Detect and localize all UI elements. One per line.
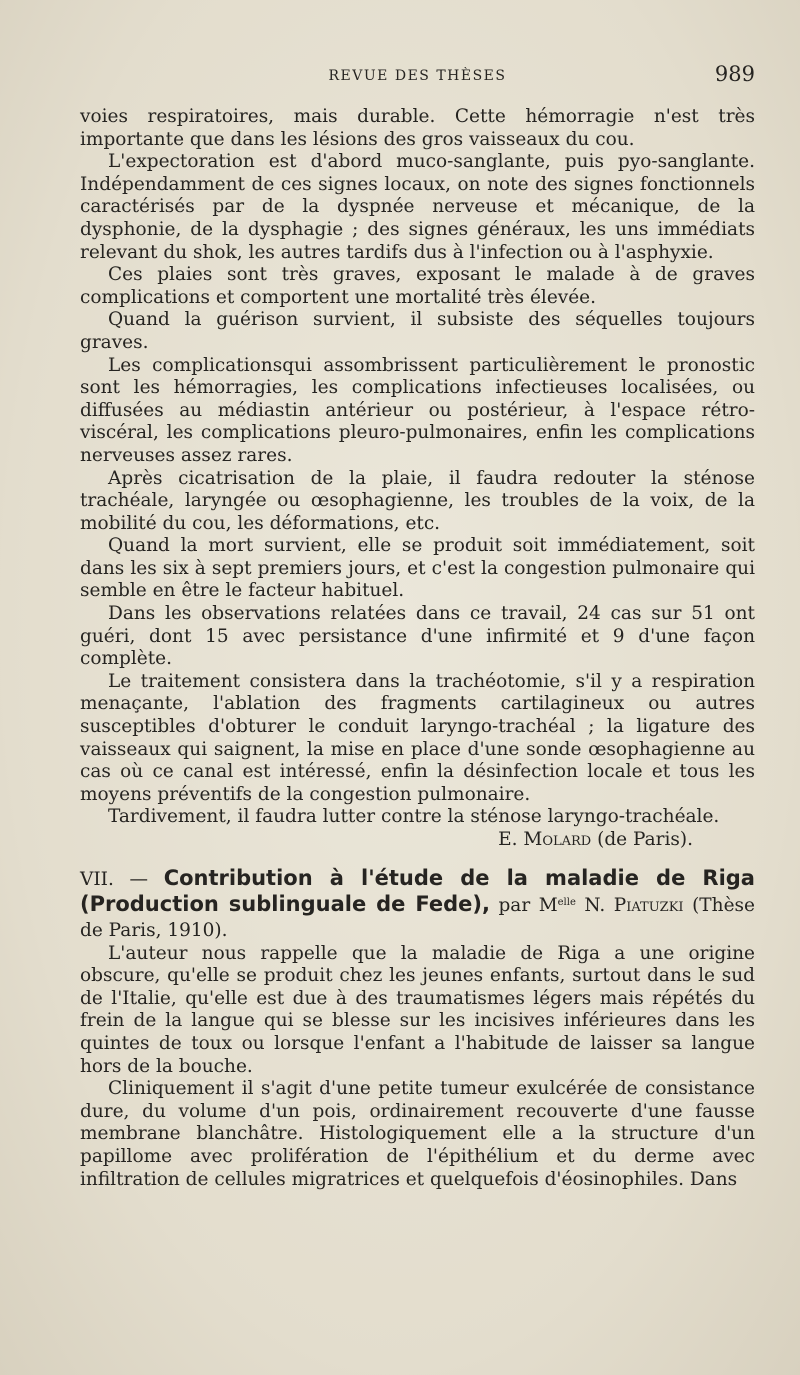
author-title-superscript: elle <box>557 896 576 908</box>
section-heading <box>80 866 755 943</box>
paragraph: Cliniquement il s'agit d'une petite tumeur exulcérée de consistance dure, du volume d'un pois, ordinairement recouverte d'une fausse membrane blanchâtre. Histologiquement elle a la structure d'un papillome avec prolifération de l'épithélium et du derme avec infiltration de cellules migratrices et quelquefois d'éosinophiles. Dans <box>80 1078 755 1190</box>
section-title: Contribution à l'étude de la maladie de Riga (Production sublinguale de Fede), <box>80 865 755 916</box>
author-initial: N. <box>584 894 606 916</box>
signature-initial: E. <box>498 829 518 850</box>
paragraph: Quand la guérison survient, il subsiste des séquelles toujours graves. <box>80 309 755 353</box>
paragraph: L'auteur nous rappelle que la maladie de Riga a une origine obscure, qu'elle se produit chez les jeunes enfants, surtout dans le sud de l'Italie, qu'elle est due à des traumatismes légers mais répétés du frein de la langue qui se blesse sur les incisives inférieures dans les quintes de toux ou lorsque l'enfant a l'habitude de laisser sa langue hors de la bouche. <box>80 942 755 1077</box>
author-signature <box>80 829 755 852</box>
author-name: Piatuzki <box>613 894 684 916</box>
paragraph: Après cicatrisation de la plaie, il faudra redouter la sténose trachéale, laryngée ou œsophagienne, les troubles de la voix, de la mobilité du cou, les déformations, etc. <box>80 467 755 534</box>
paragraph: Les complicationsqui assombrissent particulièrement le pronostic sont les hémorragies, les complications infectieuses localisées, ou diffusées au médiastin antérieur ou postérieur, à l'espace rétro-viscéral, les complications pleuro-pulmonaires, enfin les complications nerveuses assez rares. <box>80 354 755 466</box>
page-header <box>80 62 755 92</box>
review-section <box>80 866 755 1192</box>
paragraph: Le traitement consistera dans la trachéotomie, s'il y a respiration menaçante, l'ablation des fragments cartilagineux ou autres susceptibles d'obturer le conduit laryngo-trachéal ; la ligature des vaisseaux qui saignent, la mise en place d'une sonde œsophagienne au cas où ce canal est intéressé, enfin la désinfection locale et tous les moyens préventifs de la congestion pulmonaire. <box>80 670 755 805</box>
page-number: 989 <box>714 62 755 86</box>
paragraph: voies respiratoires, mais durable. Cette hémorragie n'est très importante que dans les lésions des gros vaisseaux du cou. <box>80 106 755 150</box>
section-by: par <box>498 894 531 916</box>
running-title: REVUE DES THÈSES <box>328 68 507 84</box>
paragraph: L'expectoration est d'abord muco-sanglante, puis pyo-sanglante. Indépendamment de ces signes locaux, on note des signes fonctionnels caractérisés par de la dyspnée nerveuse et mécanique, de la dysphonie, de la dysphagie ; des signes généraux, les uns immédiats relevant du shok, les autres tardifs dus à l'infection ou à l'asphyxie. <box>80 151 755 263</box>
section-number: VII. — <box>80 868 149 890</box>
thesis-reference: (Thèse de Paris, 1910). <box>80 894 755 941</box>
signature-place: (de Paris). <box>597 829 693 850</box>
paragraph: Tardivement, il faudra lutter contre la sténose laryngo-trachéale. <box>108 806 720 828</box>
author-title: M <box>538 894 558 916</box>
signature-name: Molard <box>523 829 592 850</box>
article-body <box>80 106 755 1191</box>
paragraph: Ces plaies sont très graves, exposant le malade à de graves complications et comportent une mortalité très élevée. <box>80 264 755 308</box>
paragraph: Dans les observations relatées dans ce travail, 24 cas sur 51 ont guéri, dont 15 avec persistance d'une infirmité et 9 d'une façon complète. <box>80 603 755 670</box>
paragraph: Quand la mort survient, elle se produit soit immédiatement, soit dans les six à sept premiers jours, et c'est la congestion pulmonaire qui semble en être le facteur habituel. <box>80 535 755 602</box>
